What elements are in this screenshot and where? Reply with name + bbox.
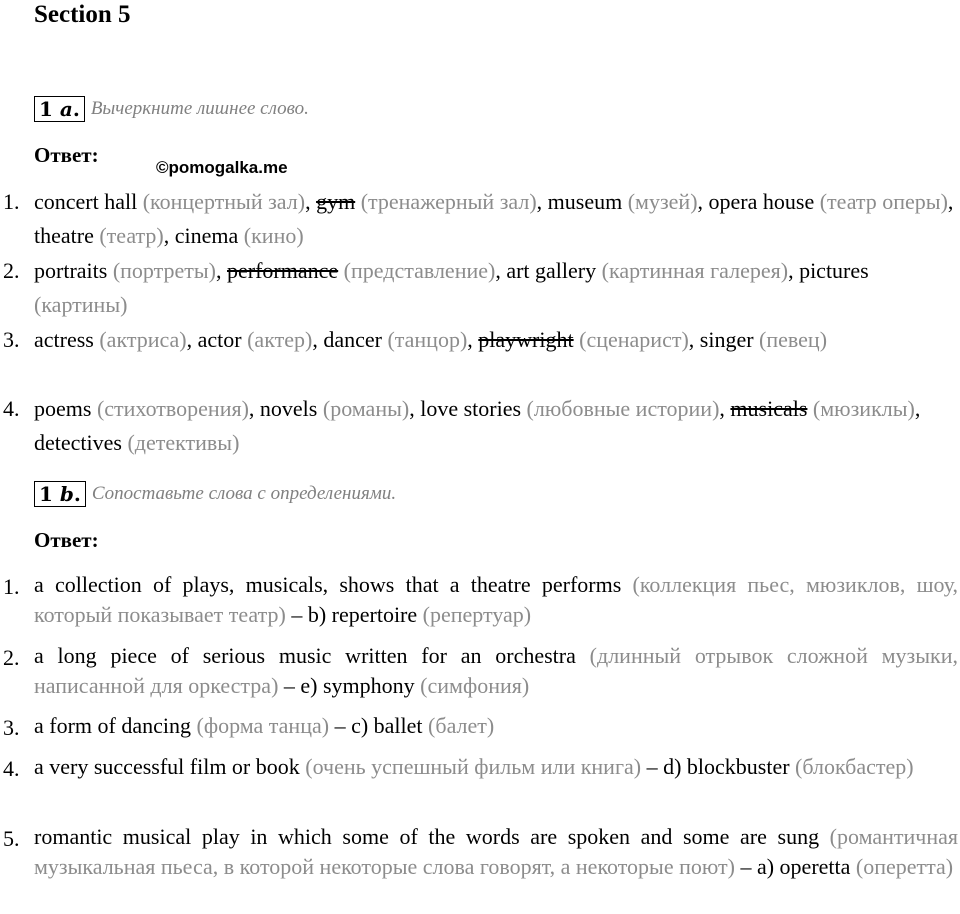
translation-text: (форма танца) — [196, 713, 330, 738]
translation-text: (театр оперы) — [819, 189, 948, 214]
ex1a-item — [34, 185, 958, 253]
translation-text: (представление) — [343, 258, 496, 283]
translation-text: (кино) — [243, 223, 304, 248]
answer-text: , novels — [248, 396, 323, 421]
answer-text: romantic musical play in which some of the words are spoken and some are sung — [34, 824, 830, 849]
translation-text: (концертный зал) — [142, 189, 306, 214]
answer-text: a form of dancing — [34, 713, 197, 738]
ex1b-item-number: 2. — [3, 645, 20, 670]
exercise-1a-answer-label: Ответ: — [34, 143, 99, 167]
ex1b-item — [34, 822, 958, 882]
answer-text: , art gallery — [495, 258, 602, 283]
translation-text: (картинная галерея) — [601, 258, 789, 283]
ex1a-item-number: 4. — [3, 396, 20, 421]
ex1b-item — [34, 641, 958, 701]
ex1a-item-number: 1. — [3, 189, 20, 214]
translation-text: (оперетта) — [855, 854, 954, 879]
answer-text: , — [216, 258, 228, 283]
translation-text: (стихотворения) — [96, 396, 249, 421]
ex1b-item-number: 5. — [3, 826, 20, 851]
ex1b-item-number: 3. — [3, 715, 20, 740]
translation-text: (романы) — [322, 396, 410, 421]
answer-text: , — [467, 327, 479, 352]
answer-text: – b) repertoire — [285, 602, 423, 627]
page-title: Section 5 — [34, 1, 131, 28]
ex1a-item-number: 2. — [3, 258, 20, 283]
translation-text: (длинный отрывок сложной музыки, написанной для оркестра) — [34, 643, 958, 698]
answer-text: , museum — [536, 189, 628, 214]
exercise-1b-label: 1 b. — [34, 481, 86, 507]
translation-text: (романтичная музыкальная пьеса, в которой некоторые слова говорят, а некоторые поют) — [34, 824, 958, 879]
answer-text: , cinema — [163, 223, 244, 248]
exercise-1a-label: 1 a. — [34, 96, 85, 122]
ex1a-item — [34, 254, 894, 322]
translation-text: (коллекция пьес, мюзиклов, шоу, который показывает театр) — [34, 572, 959, 627]
translation-text: (любовные истории) — [526, 396, 720, 421]
crossed-out-word: performance — [227, 258, 339, 283]
translation-text: (портреты) — [112, 258, 217, 283]
translation-text: (тренажерный зал) — [360, 189, 537, 214]
answer-text: – e) symphony — [278, 673, 421, 698]
answer-text: – c) ballet — [329, 713, 429, 738]
translation-text: (репертуар) — [422, 602, 532, 627]
answer-text: concert hall — [34, 189, 143, 214]
answer-text: , dancer — [312, 327, 388, 352]
answer-text: – d) blockbuster — [641, 754, 796, 779]
translation-text: (театр) — [99, 223, 164, 248]
crossed-out-word: playwright — [478, 327, 574, 352]
answer-text: , singer — [688, 327, 760, 352]
answer-text: , love stories — [409, 396, 527, 421]
answer-text: , — [719, 396, 731, 421]
translation-text: (актер) — [247, 327, 313, 352]
translation-text: (музей) — [627, 189, 698, 214]
translation-text: (балет) — [428, 713, 495, 738]
ex1b-item-number: 1. — [3, 574, 20, 599]
translation-text: (мюзиклы) — [812, 396, 915, 421]
ex1b-item — [34, 570, 958, 630]
answer-text: , pictures — [788, 258, 869, 283]
translation-text: (детективы) — [127, 430, 240, 455]
ex1a-item — [34, 392, 958, 460]
answer-text: , actor — [186, 327, 248, 352]
answer-text: a very successful film or book — [34, 754, 306, 779]
watermark: ©pomogalka.me — [156, 158, 288, 177]
exercise-1b-answer-label: Ответ: — [34, 528, 99, 552]
crossed-out-word: gym — [316, 189, 356, 214]
answer-text: , theatre — [34, 189, 954, 248]
crossed-out-word: musicals — [730, 396, 808, 421]
answer-text: , detectives — [34, 396, 921, 455]
answer-text: – a) operetta — [734, 854, 856, 879]
exercise-1a-header — [34, 96, 309, 122]
answer-text: , — [305, 189, 317, 214]
exercise-1b-header — [34, 481, 396, 507]
answer-text: actress — [34, 327, 100, 352]
translation-text: (очень успешный фильм или книга) — [305, 754, 642, 779]
ex1b-item — [34, 711, 958, 741]
translation-text: (актриса) — [99, 327, 187, 352]
answer-text: a long piece of serious music written for an orchestra — [34, 643, 590, 668]
ex1a-item-number: 3. — [3, 327, 20, 352]
ex1a-item — [34, 323, 958, 357]
ex1b-item — [34, 752, 958, 782]
translation-text: (симфония) — [420, 673, 530, 698]
answer-text: , opera house — [697, 189, 820, 214]
exercise-1a-instruction: Вычеркните лишнее слово. — [90, 98, 309, 119]
exercise-1b-instruction: Сопоставьте слова с определениями. — [91, 483, 397, 504]
translation-text: (сценарист) — [579, 327, 689, 352]
translation-text: (певец) — [759, 327, 828, 352]
answer-text: a collection of plays, musicals, shows that a theatre performs — [34, 572, 633, 597]
translation-text: (танцор) — [387, 327, 468, 352]
translation-text: (картины) — [34, 292, 128, 317]
ex1b-item-number: 4. — [3, 756, 20, 781]
translation-text: (блокбастер) — [795, 754, 914, 779]
answer-text: portraits — [34, 258, 113, 283]
answer-text: poems — [34, 396, 97, 421]
